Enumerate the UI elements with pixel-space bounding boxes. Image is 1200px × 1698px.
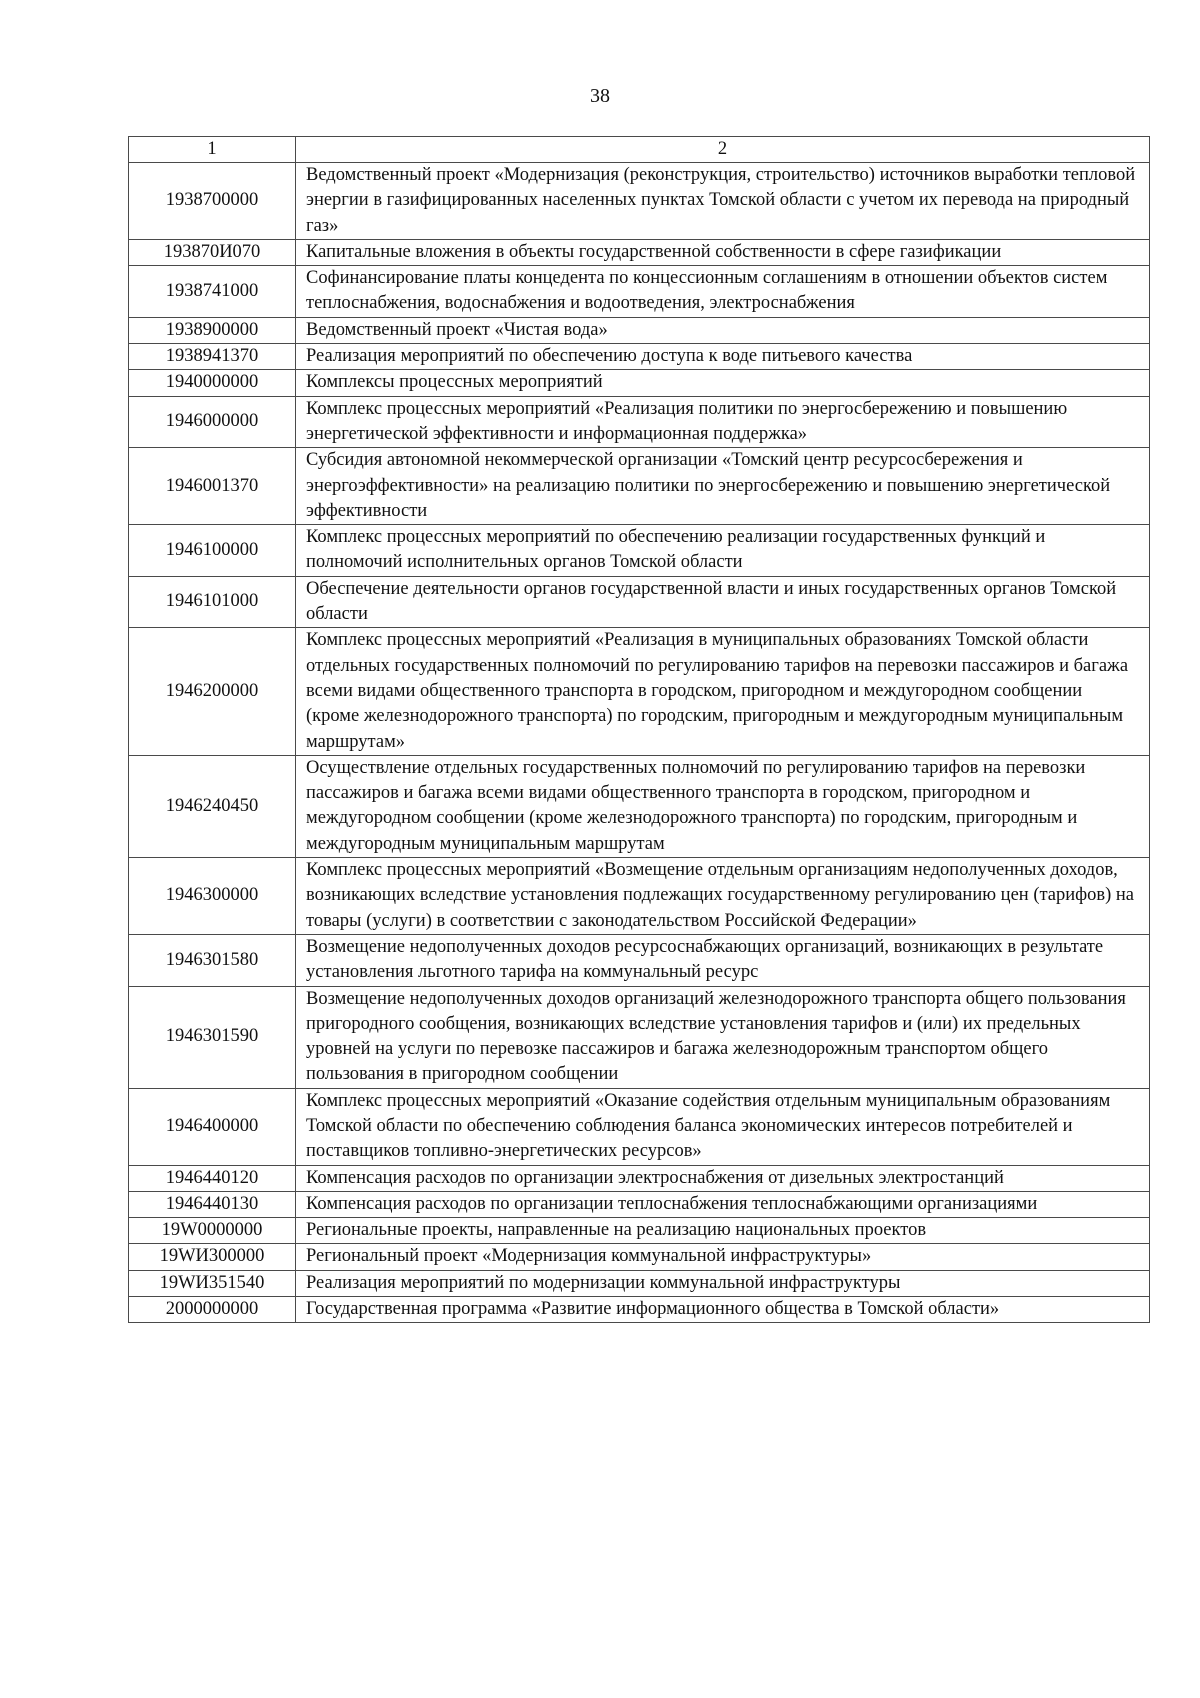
budget-classification-table [128,136,1150,1323]
row-code: 193870И070 [129,239,296,265]
row-description: Компенсация расходов по организации электроснабжения от дизельных электростанций [296,1165,1150,1191]
table-row [129,576,1150,628]
row-description: Ведомственный проект «Чистая вода» [296,317,1150,343]
row-code: 1946301590 [129,986,296,1088]
table-row [129,1165,1150,1191]
row-code: 1938700000 [129,163,296,240]
row-description: Комплекс процессных мероприятий «Возмещение отдельным организациям недополученных доходов, возникающих вследствие установления подлежащих государственному регулированию цен (тарифов) на товары (услуги) в соответствии с законодательством Российской Федерации» [296,858,1150,935]
row-code: 19WИ300000 [129,1244,296,1270]
row-description: Комплекс процессных мероприятий по обеспечению реализации государственных функций и полномочий исполнительных органов Томской области [296,525,1150,577]
table-header-row [129,137,1150,163]
row-code: 2000000000 [129,1297,296,1323]
page-number: 38 [590,85,610,107]
row-description: Реализация мероприятий по обеспечению доступа к воде питьевого качества [296,344,1150,370]
table-row [129,1270,1150,1296]
row-code: 1938741000 [129,266,296,318]
table-row [129,163,1150,240]
row-code: 1946001370 [129,448,296,525]
table-row [129,317,1150,343]
table-row [129,448,1150,525]
table-row [129,1191,1150,1217]
row-description: Региональные проекты, направленные на реализацию национальных проектов [296,1218,1150,1244]
row-code: 1946240450 [129,755,296,857]
table-row [129,1088,1150,1165]
column-header-1: 1 [129,137,296,163]
row-description: Комплекс процессных мероприятий «Оказание содействия отдельным муниципальным образованиям Томской области по обеспечению соблюдения баланса экономических интересов потребителей и поставщиков топливно-энергетических ресурсов» [296,1088,1150,1165]
column-header-2: 2 [296,137,1150,163]
row-description: Субсидия автономной некоммерческой организации «Томский центр ресурсосбережения и энергоэффективности» на реализацию политики по энергосбережению и повышению энергетической эффективности [296,448,1150,525]
row-description: Возмещение недополученных доходов ресурсоснабжающих организаций, возникающих в результате установления льготного тарифа на коммунальный ресурс [296,934,1150,986]
row-description: Капитальные вложения в объекты государственной собственности в сфере газификации [296,239,1150,265]
row-code: 1946440130 [129,1191,296,1217]
row-code: 19W0000000 [129,1218,296,1244]
table-row [129,525,1150,577]
table-row [129,396,1150,448]
row-code: 1946200000 [129,628,296,755]
row-code: 1946440120 [129,1165,296,1191]
row-description: Государственная программа «Развитие информационного общества в Томской области» [296,1297,1150,1323]
row-description: Региональный проект «Модернизация коммунальной инфраструктуры» [296,1244,1150,1270]
table-row [129,239,1150,265]
row-description: Ведомственный проект «Модернизация (реконструкция, строительство) источников выработки тепловой энергии в газифицированных населенных пунктах Томской области с учетом их перевода на природный газ» [296,163,1150,240]
table-row [129,1297,1150,1323]
row-code: 1946400000 [129,1088,296,1165]
row-code: 1938900000 [129,317,296,343]
row-code: 1946300000 [129,858,296,935]
row-description: Компенсация расходов по организации теплоснабжения теплоснабжающими организациями [296,1191,1150,1217]
row-description: Софинансирование платы концедента по концессионным соглашениям в отношении объектов систем теплоснабжения, водоснабжения и водоотведения, электроснабжения [296,266,1150,318]
table-row [129,344,1150,370]
row-description: Комплексы процессных мероприятий [296,370,1150,396]
row-description: Реализация мероприятий по модернизации коммунальной инфраструктуры [296,1270,1150,1296]
row-code: 1946301580 [129,934,296,986]
row-code: 1946101000 [129,576,296,628]
row-code: 19WИ351540 [129,1270,296,1296]
table-row [129,628,1150,755]
table-row [129,755,1150,857]
row-code: 1946100000 [129,525,296,577]
row-code: 1940000000 [129,370,296,396]
table-row [129,1244,1150,1270]
table-row [129,370,1150,396]
table-row [129,858,1150,935]
row-code: 1946000000 [129,396,296,448]
row-description: Комплекс процессных мероприятий «Реализация в муниципальных образованиях Томской области отдельных государственных полномочий по регулированию тарифов на перевозки пассажиров и багажа всеми видами общественного транспорта в городском, пригородном и междугородном сообщении (кроме железнодорожного транспорта) по городским, пригородным и междугородным муниципальным маршрутам» [296,628,1150,755]
table-row [129,266,1150,318]
row-description: Осуществление отдельных государственных полномочий по регулированию тарифов на перевозки пассажиров и багажа всеми видами общественного транспорта в городском, пригородном и междугородном сообщении (кроме железнодорожного транспорта) по городским, пригородным и междугородным муниципальным маршрутам [296,755,1150,857]
row-code: 1938941370 [129,344,296,370]
row-description: Комплекс процессных мероприятий «Реализация политики по энергосбережению и повышению энергетической эффективности и информационная поддержка» [296,396,1150,448]
row-description: Возмещение недополученных доходов организаций железнодорожного транспорта общего пользования пригородного сообщения, возникающих вследствие установления тарифов и (или) их предельных уровней на услуги по перевозке пассажиров и багажа железнодорожным транспортом общего пользования в пригородном сообщении [296,986,1150,1088]
table-row [129,934,1150,986]
table-row [129,986,1150,1088]
table-row [129,1218,1150,1244]
row-description: Обеспечение деятельности органов государственной власти и иных государственных органов Томской области [296,576,1150,628]
